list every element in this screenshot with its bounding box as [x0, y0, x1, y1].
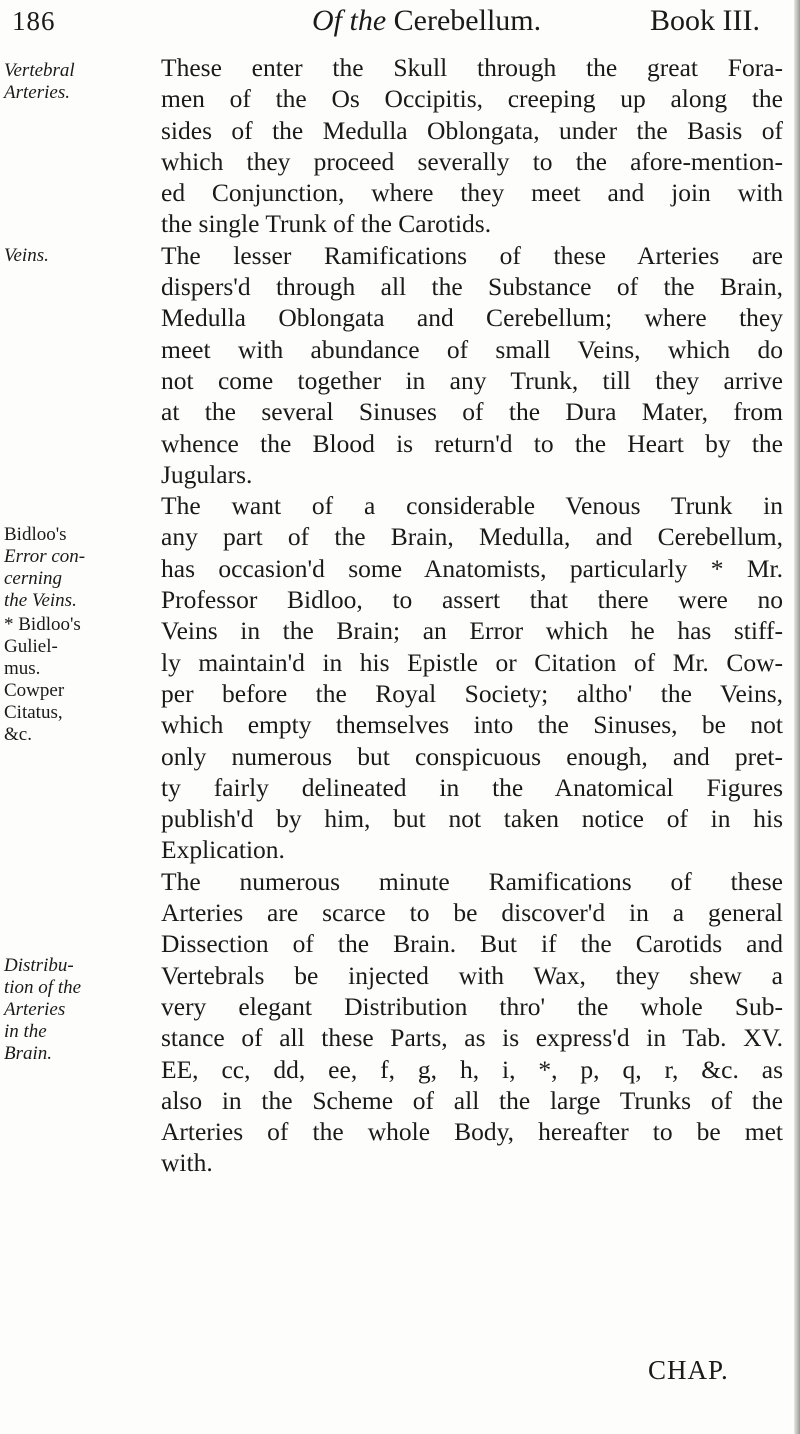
- running-title-main: Cerebellum.: [393, 4, 542, 37]
- margin-note-line: &c.: [4, 724, 32, 745]
- text-line: men of the Os Occipitis, creeping up along the: [161, 84, 783, 114]
- text-line: any part of the Brain, Medulla, and Cerebellum,: [161, 522, 783, 552]
- margin-note-line: mus.: [4, 658, 41, 679]
- text-line: Veins in the Brain; an Error which he has stiff-: [161, 616, 783, 646]
- text-line: ed Conjunction, where they meet and join with: [161, 178, 783, 208]
- text-line: dispers'd through all the Substance of the Brain,: [161, 272, 783, 302]
- text-line: Arteries of the whole Body, hereafter to be met: [161, 1117, 783, 1147]
- text-line: sides of the Medulla Oblongata, under the Basis of: [161, 115, 783, 145]
- margin-note-line: Citatus,: [4, 702, 63, 723]
- margin-note-line: in the: [4, 1021, 47, 1042]
- margin-note-bidloo-error: [4, 524, 85, 612]
- text-line: at the several Sinuses of the Dura Mater, from: [161, 397, 783, 427]
- margin-note-line: Distribu-: [4, 955, 74, 976]
- page-number: 186: [12, 6, 56, 36]
- paragraph: [133, 490, 783, 866]
- paragraph: [133, 240, 783, 490]
- margin-note-line: Veins.: [4, 245, 49, 266]
- margin-note-line: Cowper: [4, 680, 65, 701]
- text-line: ly maintain'd in his Epistle or Citation of Mr. Cow-: [161, 647, 783, 677]
- text-line: The numerous minute Ramifications of these: [161, 866, 783, 896]
- text-line: not come together in any Trunk, till they arrive: [161, 365, 783, 395]
- text-line: Professor Bidloo, to assert that there were no: [161, 585, 783, 615]
- book-number: Book III.: [650, 4, 760, 37]
- text-line: stance of all these Parts, as is express'd in Tab. XV.: [161, 1023, 783, 1053]
- text-line: Dissection of the Brain. But if the Carotids and: [161, 929, 783, 959]
- text-line: These enter the Skull through the great Fora-: [161, 53, 783, 82]
- margin-note-line: cerning: [4, 568, 63, 589]
- margin-note-line: the Veins.: [4, 590, 77, 611]
- running-title: [312, 4, 541, 38]
- text-line: The want of a considerable Venous Trunk in: [161, 491, 783, 521]
- margin-note-line: Vertebral: [4, 60, 75, 81]
- text-line: has occasion'd some Anatomists, particularly * Mr.: [161, 553, 783, 583]
- text-line: Jugulars.: [161, 459, 253, 489]
- text-line: The lesser Ramifications of these Arteries are: [161, 240, 783, 270]
- paragraph: [133, 866, 783, 1179]
- text-line: very elegant Distribution thro' the whole Sub-: [161, 991, 783, 1021]
- text-line: which they proceed severally to the afore-mention-: [161, 146, 783, 176]
- margin-note-line: Bidloo's: [4, 524, 67, 545]
- margin-note-line: Guliel-: [4, 636, 58, 657]
- text-line: Medulla Oblongata and Cerebellum; where they: [161, 303, 783, 333]
- text-line: which empty themselves into the Sinuses, be not: [161, 710, 783, 740]
- text-line: meet with abundance of small Veins, which do: [161, 334, 783, 364]
- running-title-prefix: Of the: [312, 4, 387, 37]
- paragraph: [133, 52, 783, 240]
- margin-note-line: Error con-: [4, 546, 86, 567]
- text-line: ty fairly delineated in the Anatomical Figures: [161, 772, 783, 802]
- page-edge-shadow: [794, 0, 800, 1434]
- margin-note-line: * Bidloo's: [4, 614, 81, 635]
- margin-note-bidloo-reference: [4, 614, 81, 746]
- text-line: EE, cc, dd, ee, f, g, h, i, *, p, q, r, &c. as: [161, 1054, 783, 1084]
- margin-note-line: Arteries.: [4, 82, 70, 103]
- margin-note-veins: [4, 245, 49, 267]
- text-line: whence the Blood is return'd to the Heart by the: [161, 428, 783, 458]
- margin-note-distribution: [4, 955, 81, 1065]
- margin-note-line: Brain.: [4, 1043, 53, 1064]
- margin-note-line: Arteries: [4, 999, 66, 1020]
- text-line: with.: [161, 1148, 213, 1178]
- margin-note-vertebral: [4, 60, 75, 104]
- text-line: Vertebrals be injected with Wax, they shew a: [161, 960, 783, 990]
- text-line: also in the Scheme of all the large Trunks of the: [161, 1085, 783, 1115]
- text-line: Arteries are scarce to be discover'd in a general: [161, 898, 783, 928]
- text-line: only numerous but conspicuous enough, and pret-: [161, 741, 783, 771]
- text-line: the single Trunk of the Carotids.: [161, 209, 492, 239]
- main-text: [133, 52, 783, 1179]
- text-line: per before the Royal Society; altho' the Veins,: [161, 678, 783, 708]
- text-line: Explication.: [161, 835, 285, 865]
- text-line: publish'd by him, but not taken notice of in his: [161, 804, 783, 834]
- catchword: CHAP.: [648, 1355, 729, 1385]
- margin-note-line: tion of the: [4, 977, 82, 998]
